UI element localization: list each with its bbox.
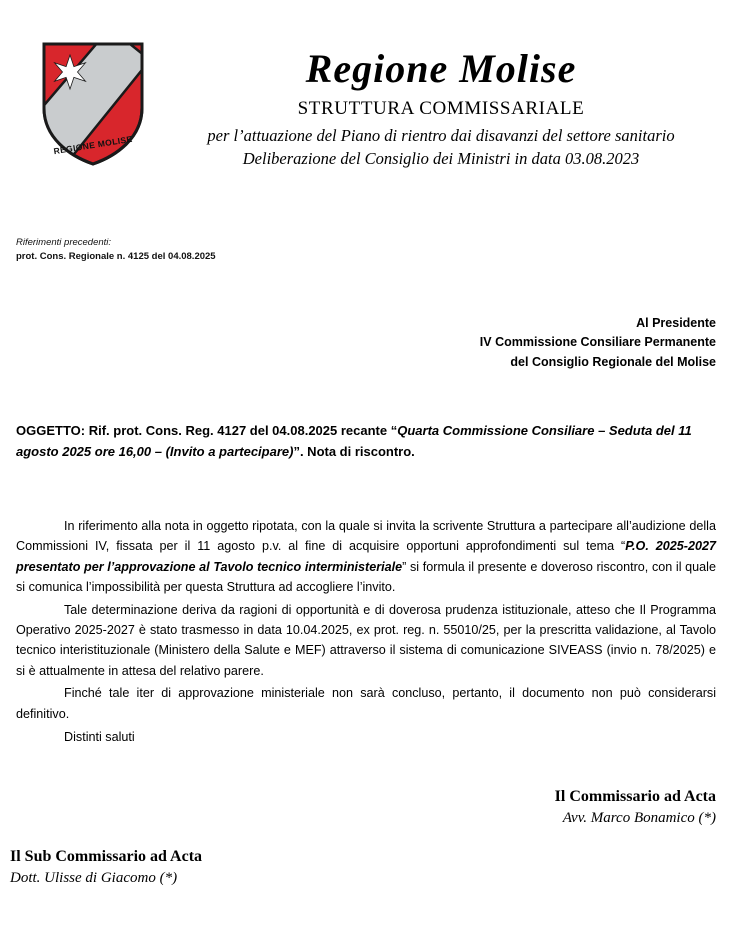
- subject-tail: ”. Nota di riscontro.: [293, 444, 415, 460]
- recipient-line-1: Al Presidente: [636, 316, 716, 330]
- recipient-line-3: del Consiglio Regionale del Molise: [510, 354, 716, 369]
- signature-commissario-name: Avv. Marco Bonamico (*): [562, 809, 716, 826]
- letter-body: [16, 516, 716, 726]
- previous-references: [16, 236, 216, 265]
- structure-subtitle-1: per l’attuazione del Piano di rientro dai disavanzi del settore sanitario: [207, 126, 675, 145]
- structure-line: STRUTTURA COMMISSARIALE: [297, 98, 585, 119]
- title-block: [166, 48, 716, 169]
- structure-subtitle-2: Deliberazione del Consiglio dei Ministri in data 03.08.2023: [242, 149, 640, 168]
- subject-quoted-title: Quarta Commissione Consiliare – Seduta del 11 agosto 2025 ore 16,00 – (Invito a partecipare): [16, 423, 692, 460]
- body-p1-part-a: In riferimento alla nota in oggetto ripotata, con la quale si invita la scrivente Struttura a partecipare all’audizione della Commissioni IV, fissata per il 11 agosto p.v. al fine di acquisire opportuni approfondimenti sul tema “: [16, 519, 716, 554]
- closing-greeting: Distinti saluti: [64, 730, 135, 744]
- signature-sub-commissario-role: Il Sub Commissario ad Acta: [10, 848, 203, 865]
- previous-references-value: prot. Cons. Regionale n. 4125 del 04.08.2025: [16, 251, 216, 263]
- body-p1-quoted-title: P.O. 2025-2027 presentato per l’approvazione al Tavolo tecnico interministeriale: [16, 539, 716, 574]
- signature-sub-commissario: [10, 846, 202, 888]
- signature-commissario: [555, 786, 716, 828]
- subject-label: OGGETTO: Rif. prot. Cons. Reg. 4127 del 04.08.2025 recante “: [16, 423, 398, 438]
- signature-commissario-role: Il Commissario ad Acta: [554, 788, 716, 805]
- body-p1-part-b: ” si formula il presente e doveroso riscontro, con il quale si comunica l’impossibilità per questa Struttura ad accogliere l’invito.: [16, 559, 716, 595]
- signature-sub-commissario-name: Dott. Ulisse di Giacomo (*): [10, 869, 178, 886]
- body-paragraph-1: [16, 516, 716, 598]
- previous-references-label: Riferimenti precedenti:: [16, 237, 112, 248]
- body-paragraph-2: Tale determinazione deriva da ragioni di opportunità e di doverosa prudenza istituzionale, atteso che Il Programma Operativo 2025-2027 è stato trasmesso in data 10.04.2025, ex prot. reg. n. 55010/25, per la prescritta validazione, al Tavolo tecnico interistituzionale (Ministero della Salute e MEF) attraverso il sistema di comunicazione SIVEASS (invio n. 78/2025) e si è attualmente in attesa del relativo parere.: [16, 602, 716, 678]
- body-paragraph-3: Finché tale iter di approvazione ministeriale non sarà concluso, pertanto, il documento non può considerarsi definitivo.: [16, 686, 716, 721]
- crest-caption: REGIONE MOLISE: [52, 133, 134, 157]
- recipient-line-2: IV Commissione Consiliare Permanente: [479, 335, 716, 350]
- recipient-block: [480, 314, 716, 372]
- subject-line: [16, 420, 716, 462]
- page-title: Regione Molise: [305, 46, 577, 91]
- letterhead: [16, 0, 716, 190]
